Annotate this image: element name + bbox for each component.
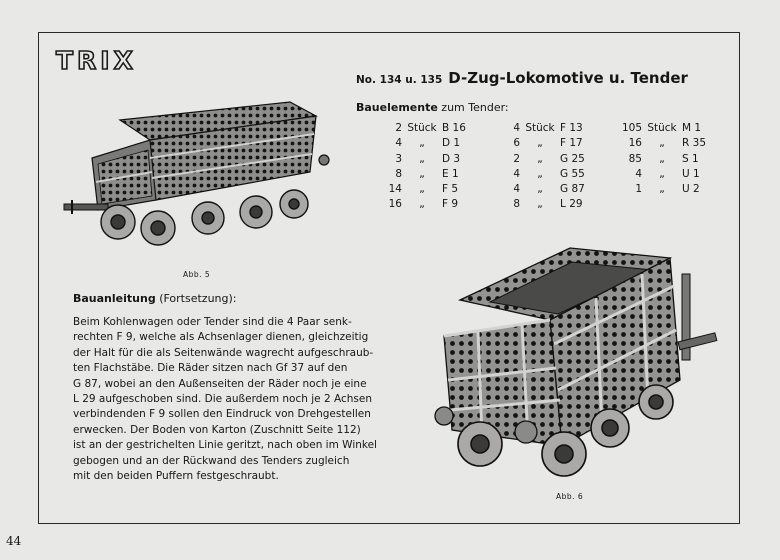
parts-row bbox=[620, 152, 718, 167]
instructions-heading-rest: (Fortsetzung): bbox=[155, 292, 237, 305]
page-number: 44 bbox=[6, 534, 22, 548]
part-qty: 4 bbox=[513, 183, 520, 196]
part-unit: „ bbox=[419, 183, 425, 196]
part-unit: „ bbox=[659, 137, 665, 150]
parts-row bbox=[508, 197, 596, 212]
part-code: M 1 bbox=[682, 122, 702, 134]
parts-row bbox=[508, 121, 596, 136]
parts-row bbox=[384, 152, 478, 167]
instructions-line: Beim Kohlenwagen oder Tender sind die 4 Paar senk- bbox=[73, 316, 352, 328]
parts-row bbox=[620, 167, 718, 182]
part-unit: „ bbox=[537, 198, 543, 211]
parts-row bbox=[384, 136, 478, 151]
part-unit: „ bbox=[537, 152, 543, 165]
part-qty: 4 bbox=[635, 167, 642, 180]
part-unit: „ bbox=[659, 167, 665, 180]
parts-column-3 bbox=[620, 121, 718, 197]
instructions-line: mit den beiden Puffern festgeschraubt. bbox=[73, 470, 279, 483]
part-code: S 1 bbox=[682, 152, 699, 165]
part-qty: 85 bbox=[628, 152, 642, 165]
instructions-line: rechten F 9, welche als Achsenlager dienen, gleichzeitig bbox=[73, 331, 369, 344]
part-code: F 13 bbox=[560, 122, 583, 134]
part-qty: 4 bbox=[513, 167, 520, 180]
parts-row bbox=[620, 182, 718, 197]
part-code: G 25 bbox=[560, 152, 585, 165]
part-code: E 1 bbox=[442, 167, 459, 180]
part-qty: 3 bbox=[395, 152, 402, 165]
parts-column-2 bbox=[508, 121, 596, 213]
instructions-heading-bold: Bauanleitung bbox=[73, 292, 156, 305]
model-title: D-Zug-Lokomotive u. Tender bbox=[448, 69, 688, 87]
part-unit: „ bbox=[537, 183, 543, 196]
part-qty: 4 bbox=[513, 122, 520, 134]
part-unit: „ bbox=[419, 198, 425, 211]
part-unit: Stück bbox=[647, 122, 677, 134]
parts-column-1 bbox=[384, 121, 478, 213]
part-code: G 55 bbox=[560, 167, 585, 180]
part-qty: 105 bbox=[621, 122, 642, 134]
parts-row bbox=[508, 152, 596, 167]
part-unit: Stück bbox=[525, 122, 555, 134]
parts-row bbox=[384, 167, 478, 182]
part-unit: „ bbox=[419, 137, 425, 150]
part-qty: 2 bbox=[395, 122, 402, 134]
part-qty: 8 bbox=[513, 198, 520, 211]
instructions-line: erwecken. Der Boden von Karton (Zuschnitt Seite 112) bbox=[73, 423, 361, 436]
instructions-line: der Halt für die als Seitenwände wagrecht aufgeschraub- bbox=[73, 346, 374, 359]
part-unit: „ bbox=[419, 152, 425, 165]
parts-row bbox=[384, 182, 478, 197]
parts-row bbox=[620, 136, 718, 151]
part-code: F 17 bbox=[560, 137, 583, 150]
part-code: D 3 bbox=[442, 152, 461, 165]
parts-row bbox=[384, 197, 478, 212]
parts-row bbox=[508, 182, 596, 197]
part-code: D 1 bbox=[442, 137, 461, 150]
part-qty: 16 bbox=[388, 198, 402, 211]
part-code: U 2 bbox=[682, 183, 700, 196]
instructions-line: G 87, wobei an den Außenseiten der Räder noch je eine bbox=[73, 377, 367, 390]
part-qty: 8 bbox=[395, 167, 402, 180]
figure-6-caption: Abb. 6 bbox=[556, 492, 584, 501]
tender-illustration-small bbox=[58, 98, 338, 268]
parts-heading bbox=[356, 101, 509, 114]
parts-row bbox=[620, 121, 718, 136]
part-unit: „ bbox=[537, 137, 543, 150]
instructions-line: L 29 aufgeschoben sind. Die außerdem noch je 2 Achsen bbox=[73, 393, 372, 406]
part-qty: 16 bbox=[628, 137, 642, 150]
part-qty: 14 bbox=[388, 183, 402, 196]
model-number: No. 134 u. 135 bbox=[356, 74, 443, 86]
part-unit: „ bbox=[419, 167, 425, 180]
part-qty: 2 bbox=[513, 152, 520, 165]
part-code: L 29 bbox=[560, 198, 583, 211]
part-code: F 9 bbox=[442, 198, 459, 211]
parts-heading-bold: Bauelemente bbox=[356, 101, 438, 114]
instructions-line: verbindenden F 9 sollen den Eindruck von Drehgestellen bbox=[73, 408, 371, 421]
page-title bbox=[356, 68, 688, 87]
part-code: B 16 bbox=[442, 122, 466, 134]
part-code: U 1 bbox=[682, 167, 700, 180]
part-unit: „ bbox=[659, 183, 665, 196]
instructions-line: ist an der gestrichelten Linie geritzt, nach oben im Winkel bbox=[73, 439, 377, 452]
parts-heading-rest: zum Tender: bbox=[437, 101, 509, 114]
part-code: R 35 bbox=[682, 137, 706, 150]
instructions-line: gebogen und an der Rückwand des Tenders zugleich bbox=[73, 454, 350, 467]
instructions-heading bbox=[73, 292, 237, 305]
part-qty: 1 bbox=[635, 183, 642, 196]
parts-row bbox=[508, 167, 596, 182]
part-unit: „ bbox=[537, 167, 543, 180]
instructions-line: ten Flachstäbe. Die Räder sitzen nach Gf 37 auf den bbox=[73, 362, 348, 375]
instructions-text bbox=[73, 315, 401, 484]
parts-row bbox=[508, 136, 596, 151]
part-code: G 87 bbox=[560, 183, 585, 196]
part-qty: 6 bbox=[513, 137, 520, 150]
parts-row bbox=[384, 121, 478, 136]
part-code: F 5 bbox=[442, 183, 459, 196]
tender-illustration-large bbox=[430, 240, 730, 490]
trix-logo: TRIX bbox=[56, 46, 137, 75]
part-qty: 4 bbox=[395, 137, 402, 150]
figure-5-caption: Abb. 5 bbox=[183, 270, 211, 279]
part-unit: Stück bbox=[407, 122, 437, 134]
part-unit: „ bbox=[659, 152, 665, 165]
